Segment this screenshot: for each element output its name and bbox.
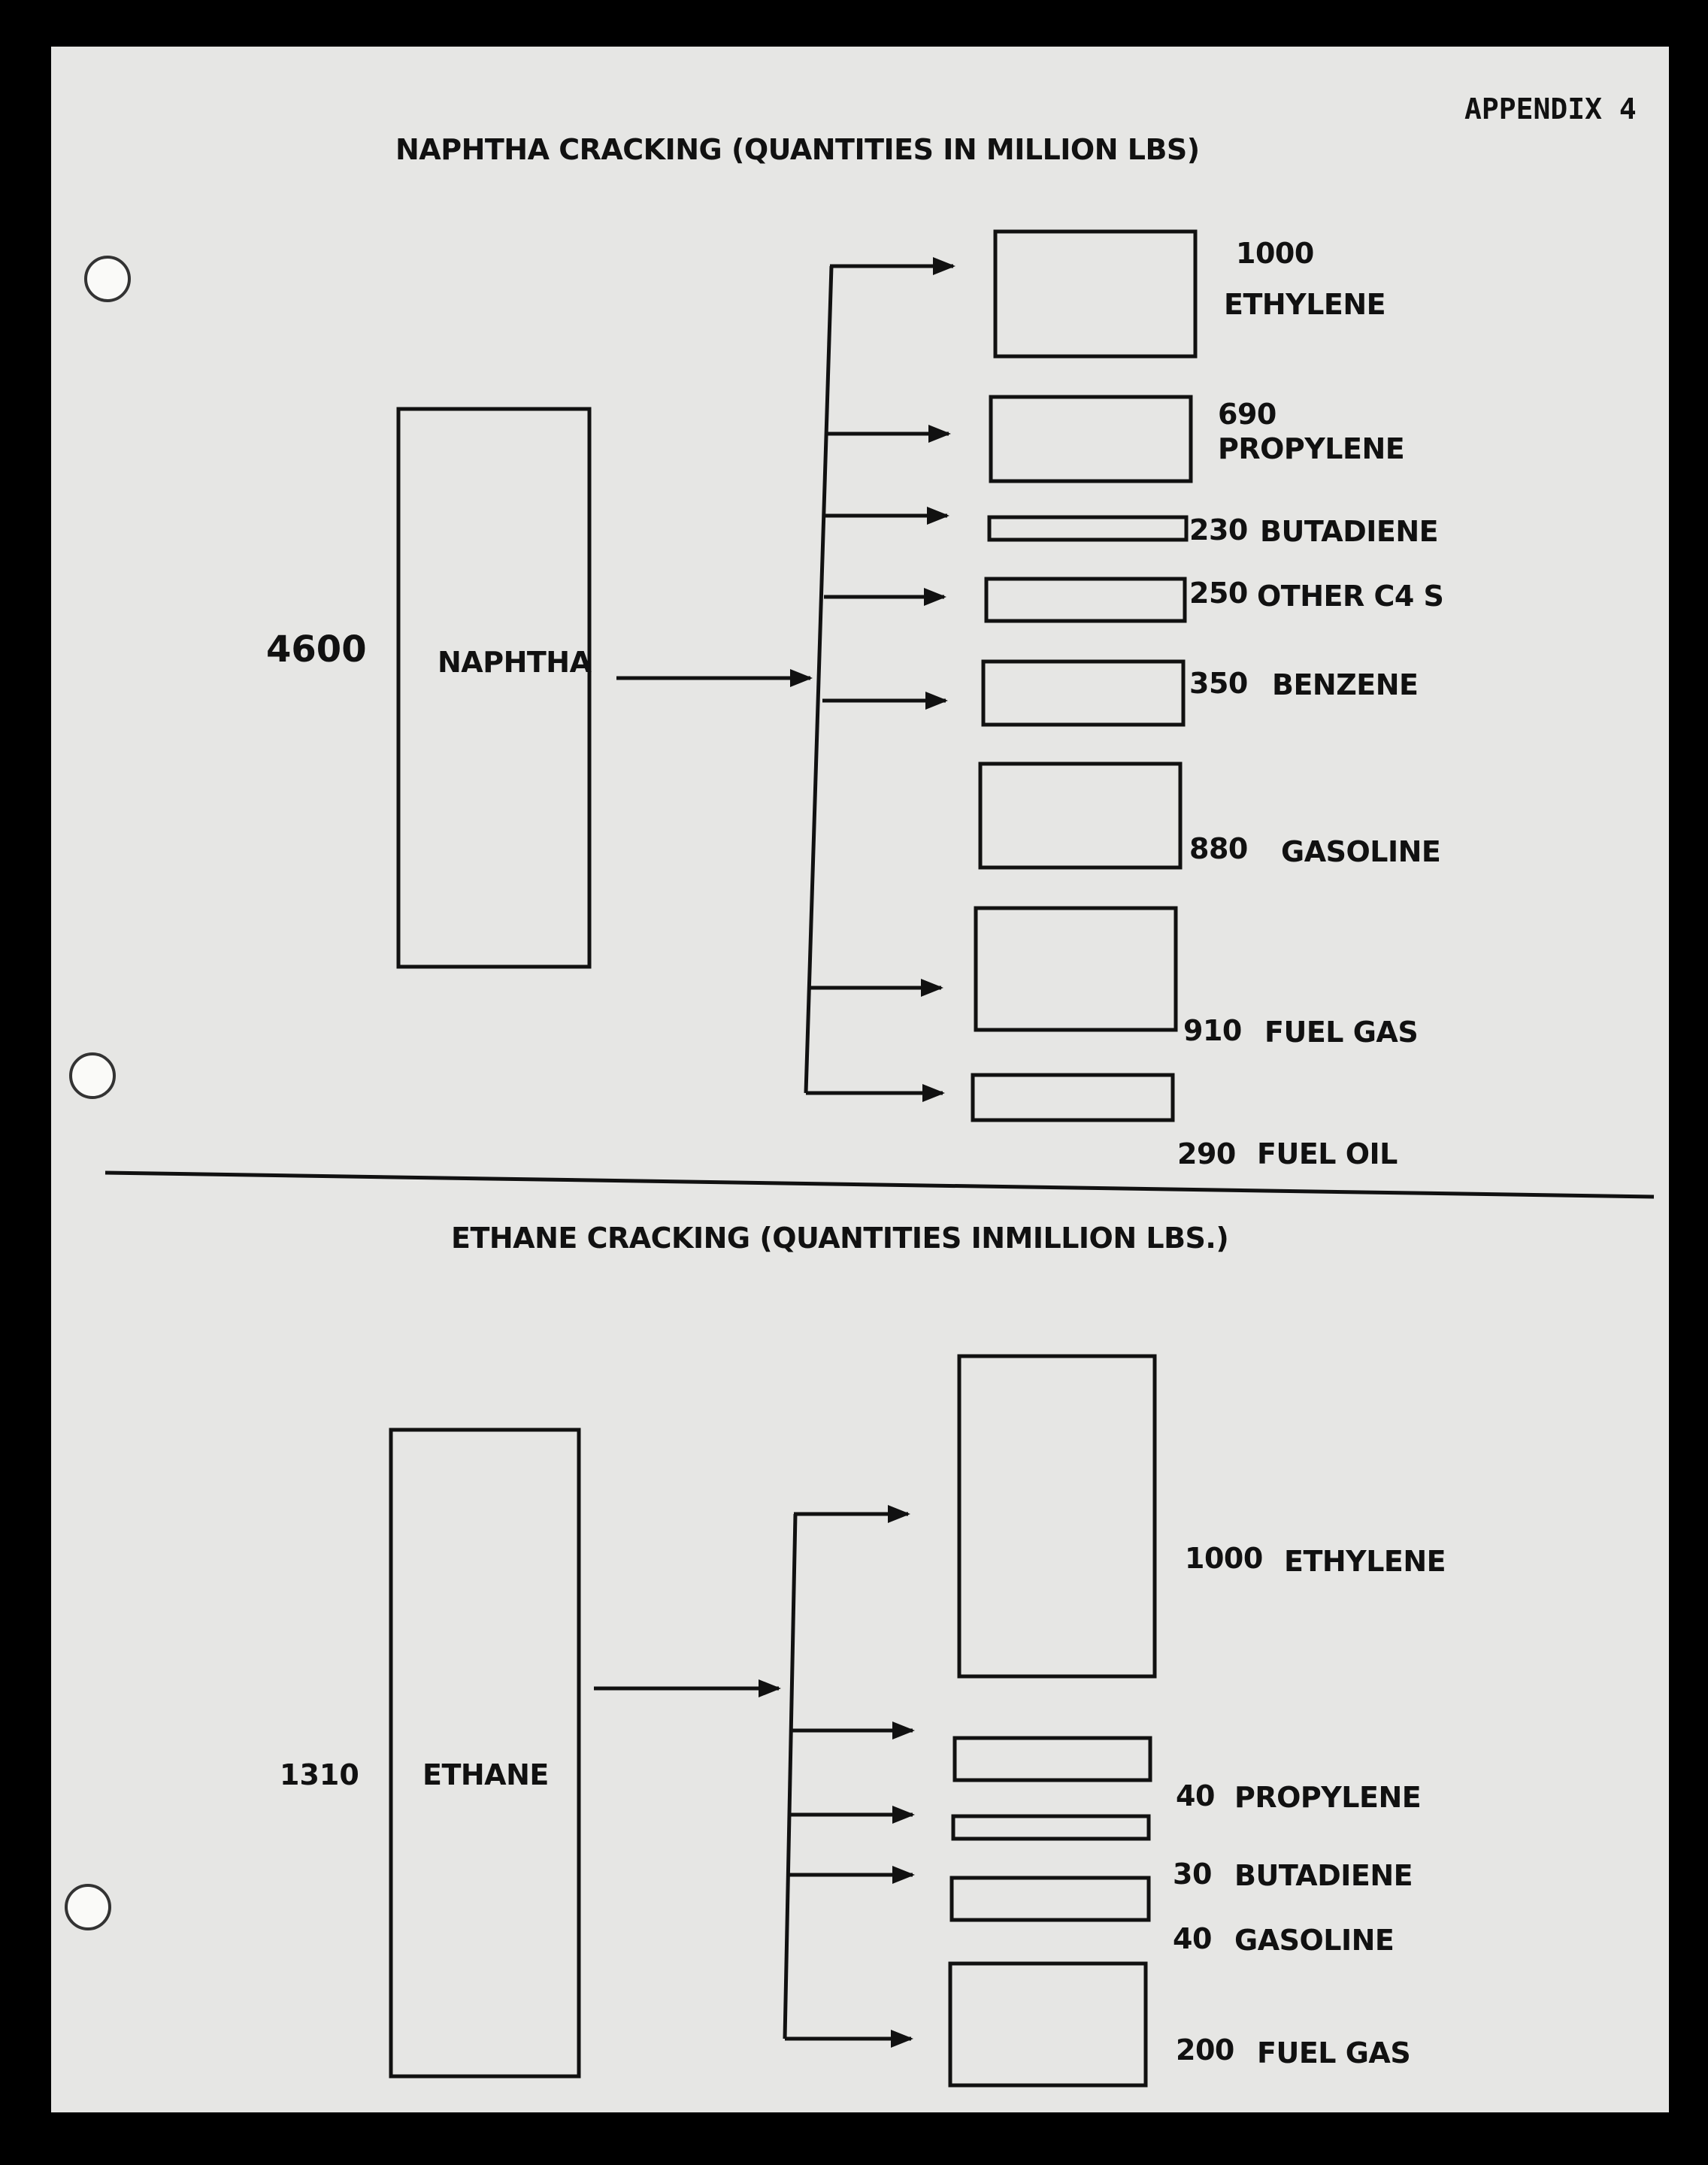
flow-diagrams <box>51 47 1669 2112</box>
ethane-feed-label: ETHANE <box>422 1758 549 1791</box>
ethane-title: ETHANE CRACKING (QUANTITIES INMILLION LBS.) <box>451 1222 1229 1255</box>
naphtha-quantity-gasoline: 880 <box>1189 832 1248 865</box>
naphtha-quantity-fuel-oil: 290 <box>1177 1137 1236 1170</box>
naphtha-name-gasoline: GASOLINE <box>1281 835 1441 868</box>
naphtha-quantity-benzene: 350 <box>1189 667 1248 700</box>
ethane-quantity-gasoline: 40 <box>1173 1922 1212 1955</box>
ethane-name-gasoline: GASOLINE <box>1234 1924 1395 1957</box>
naphtha-feed-quantity: 4600 <box>266 628 367 671</box>
ethane-product-box-fuel-gas <box>950 1964 1146 2085</box>
naphtha-name-ethylene: ETHYLENE <box>1224 288 1386 321</box>
naphtha-product-box-propylene <box>991 397 1191 481</box>
ethane-feed-quantity: 1310 <box>280 1758 359 1791</box>
naphtha-quantity-ethylene: 1000 <box>1236 237 1314 270</box>
ethane-product-box-propylene <box>955 1738 1150 1780</box>
naphtha-quantity-fuel-gas: 910 <box>1183 1014 1242 1047</box>
naphtha-feed-label: NAPHTHA <box>438 646 592 679</box>
naphtha-feed-box <box>398 409 589 967</box>
ethane-product-box-ethylene <box>959 1356 1155 1676</box>
ethane-product-box-gasoline <box>952 1878 1149 1920</box>
ethane-quantity-ethylene: 1000 <box>1185 1542 1263 1575</box>
ethane-quantity-propylene: 40 <box>1176 1779 1215 1812</box>
naphtha-product-box-benzene <box>983 662 1183 725</box>
ethane-name-ethylene: ETHYLENE <box>1284 1545 1446 1578</box>
naphtha-name-other-c4s: OTHER C4 S <box>1257 580 1444 613</box>
naphtha-product-box-fuel-oil <box>973 1075 1173 1120</box>
naphtha-quantity-propylene: 690 <box>1218 398 1276 431</box>
section-divider <box>105 1173 1654 1197</box>
naphtha-name-butadiene: BUTADIENE <box>1260 515 1439 548</box>
naphtha-name-fuel-gas: FUEL GAS <box>1264 1016 1419 1049</box>
naphtha-name-fuel-oil: FUEL OIL <box>1257 1137 1398 1170</box>
naphtha-product-box-gasoline <box>980 764 1180 868</box>
ethane-feed-box <box>391 1430 579 2076</box>
ethane-product-box-butadiene <box>953 1816 1149 1839</box>
naphtha-product-box-ethylene <box>995 232 1195 356</box>
naphtha-name-propylene: PROPYLENE <box>1218 432 1405 465</box>
naphtha-quantity-other-c4s: 250 <box>1189 577 1248 610</box>
ethane-quantity-butadiene: 30 <box>1173 1858 1212 1891</box>
ethane-name-fuel-gas: FUEL GAS <box>1257 2036 1411 2070</box>
naphtha-name-benzene: BENZENE <box>1272 668 1419 701</box>
naphtha-quantity-butadiene: 230 <box>1189 513 1248 547</box>
naphtha-product-box-butadiene <box>989 517 1186 540</box>
naphtha-product-box-other-c4s <box>986 579 1185 621</box>
appendix-label: APPENDIX 4 <box>1464 92 1637 126</box>
ethane-manifold <box>785 1514 795 2039</box>
naphtha-title: NAPHTHA CRACKING (QUANTITIES IN MILLION LBS) <box>395 133 1200 166</box>
ethane-name-propylene: PROPYLENE <box>1234 1781 1422 1814</box>
document-page <box>51 47 1669 2112</box>
ethane-name-butadiene: BUTADIENE <box>1234 1859 1413 1892</box>
naphtha-product-box-fuel-gas <box>976 908 1176 1030</box>
ethane-quantity-fuel-gas: 200 <box>1176 2033 1234 2067</box>
